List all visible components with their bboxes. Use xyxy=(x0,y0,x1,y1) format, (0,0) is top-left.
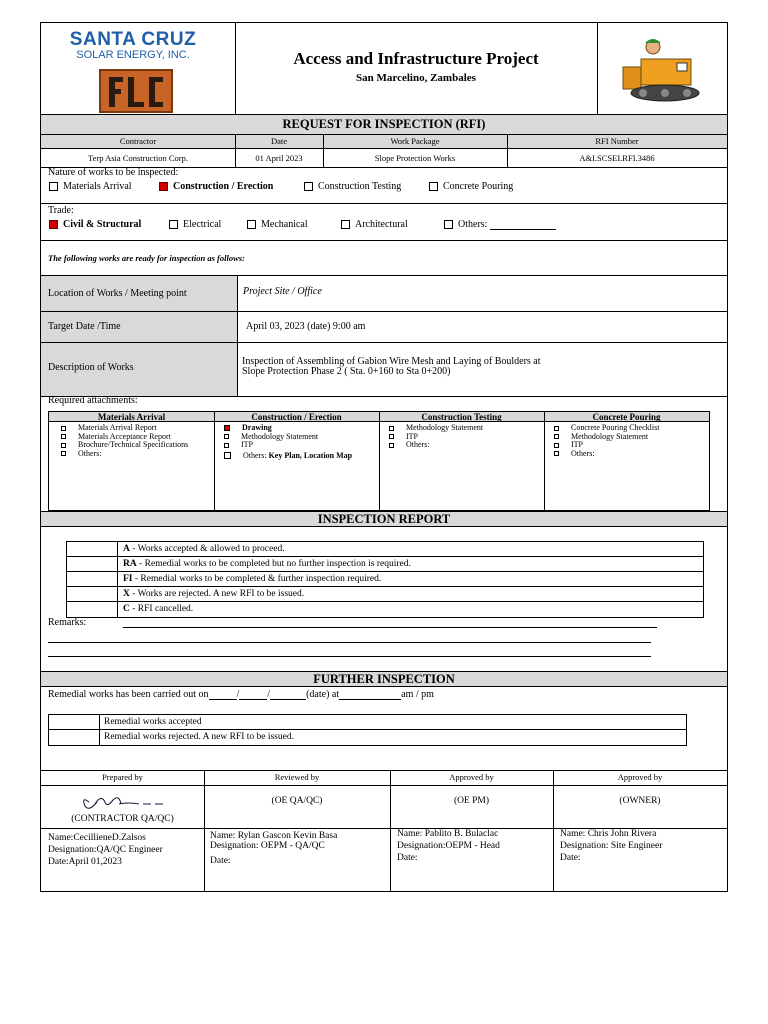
contractor-logo xyxy=(99,69,173,113)
inspection-code-row[interactable]: FI - Remedial works to be completed & further inspection required. xyxy=(67,572,703,587)
contractor-value: Terp Asia Construction Corp. xyxy=(88,153,188,163)
nature-option-materials-arrival[interactable]: Materials Arrival xyxy=(49,181,132,192)
attachment-others-value: Key Plan, Location Map xyxy=(268,450,353,460)
signature-block-reviewed xyxy=(204,770,390,892)
trade-option-architectural[interactable]: Architectural xyxy=(341,219,408,230)
remarks-label: Remarks: xyxy=(48,617,87,628)
remedial-day-field[interactable] xyxy=(209,699,237,700)
signature-block-approved-owner xyxy=(553,770,727,892)
checkbox-icon[interactable] xyxy=(429,182,438,191)
further-inspection-band xyxy=(41,671,727,687)
signature-designation: Designation:OEPM - Head xyxy=(397,841,500,851)
info-header-date: Date xyxy=(270,136,288,146)
remedial-options-table xyxy=(48,714,687,746)
inspection-code-row[interactable]: X - Works are rejected. A new RFI to be issued. xyxy=(67,587,703,602)
worker-bulldozer-illustration-icon xyxy=(615,33,707,105)
info-header-contractor: Contractor xyxy=(119,136,157,146)
info-table-header-row xyxy=(41,135,727,148)
signature-designation: Designation:QA/QC Engineer xyxy=(48,845,163,855)
signature-name: Name: Chris John Rivera xyxy=(560,829,657,839)
attachment-item[interactable]: Others: xyxy=(61,450,214,459)
inspection-code-row[interactable]: C - RFI cancelled. xyxy=(123,604,194,614)
checkbox-icon[interactable] xyxy=(554,451,559,456)
signature-role: Approved by xyxy=(449,772,494,782)
trade-others-field[interactable] xyxy=(490,229,556,230)
rfi-title: REQUEST FOR INSPECTION (RFI) xyxy=(282,117,486,131)
rfi-title-band xyxy=(41,114,727,135)
signature-designation: Designation: OEPM - QA/QC xyxy=(210,841,325,851)
checkbox-icon[interactable] xyxy=(389,443,394,448)
checkbox-icon[interactable] xyxy=(341,220,350,229)
trade-option-mechanical[interactable]: Mechanical xyxy=(247,219,308,230)
signature-org: (OE QA/QC) xyxy=(271,796,323,806)
attachment-item[interactable]: Drawing xyxy=(224,424,379,433)
checkbox-icon[interactable] xyxy=(61,434,66,439)
checkbox-icon[interactable] xyxy=(61,451,66,456)
nature-label: Nature of works to be inspected: xyxy=(48,167,179,178)
checkbox-icon[interactable] xyxy=(389,434,394,439)
remedial-statement: Remedial works has been carried out on / / (date) at am / pm xyxy=(48,689,434,700)
signature-name: Name: Pablito B. Bulaclac xyxy=(397,829,499,839)
signature-name: Name: Rylan Gascon Kevin Basa xyxy=(210,831,338,841)
attachments-col-title: Construction Testing xyxy=(421,412,502,422)
nature-options xyxy=(49,181,719,195)
description-line1: Inspection of Assembling of Gabion Wire Mesh and Laying of Boulders at xyxy=(242,356,541,367)
attachment-item[interactable]: ITP xyxy=(389,433,544,442)
remarks-line[interactable] xyxy=(123,627,657,628)
attachment-item[interactable]: Others: xyxy=(554,450,709,459)
checkbox-icon[interactable] xyxy=(554,443,559,448)
further-inspection-title: FURTHER INSPECTION xyxy=(313,672,455,686)
attachment-item[interactable]: Concrete Pouring Checklist xyxy=(554,424,709,433)
nature-option-concrete-pouring[interactable]: Concrete Pouring xyxy=(429,181,513,192)
signature-date: Date:April 01,2023 xyxy=(48,857,122,867)
attachments-col-title: Concrete Pouring xyxy=(592,412,661,422)
signature-role: Prepared by xyxy=(102,772,143,782)
remedial-option-row[interactable]: Remedial works accepted xyxy=(49,715,686,730)
checkbox-checked-icon[interactable] xyxy=(224,425,230,431)
remarks-line[interactable] xyxy=(48,642,651,643)
info-header-work-package: Work Package xyxy=(390,136,440,146)
project-title: Access and Infrastructure Project xyxy=(293,49,539,68)
checkbox-icon[interactable] xyxy=(247,220,256,229)
remedial-option-row[interactable]: Remedial works rejected. A new RFI to be issued. xyxy=(104,732,294,742)
signature-org: (OWNER) xyxy=(619,796,661,806)
info-table-value-row xyxy=(41,148,727,167)
description-label: Description of Works xyxy=(48,362,134,373)
attachment-item[interactable]: Others: xyxy=(389,441,544,450)
remedial-year-field[interactable] xyxy=(270,699,306,700)
signature-date: Date: xyxy=(210,856,231,866)
inspection-code-row[interactable]: RA - Remedial works to be completed but no further inspection is required. xyxy=(67,557,703,572)
attachments-col-concrete-pouring xyxy=(544,412,709,458)
checkbox-icon[interactable] xyxy=(389,426,394,431)
trade-option-electrical[interactable]: Electrical xyxy=(169,219,221,230)
trade-label: Trade: xyxy=(48,205,74,216)
attachments-label: Required attachments: xyxy=(48,395,138,406)
attachment-item[interactable]: Methodology Statement xyxy=(554,433,709,442)
date-value: 01 April 2023 xyxy=(255,153,303,163)
trade-options xyxy=(49,219,719,233)
attachment-item[interactable]: ITP xyxy=(224,441,379,450)
attachment-item[interactable]: Others: Key Plan, Location Map xyxy=(224,452,379,461)
trade-option-others[interactable]: Others: xyxy=(444,219,556,230)
signature-org: (OE PM) xyxy=(453,796,490,806)
checkbox-icon[interactable] xyxy=(224,452,231,459)
remarks-line[interactable] xyxy=(48,656,651,657)
location-value: Project Site / Office xyxy=(243,286,322,297)
location-label: Location of Works / Meeting point xyxy=(48,288,187,299)
attachments-col-construction-erection xyxy=(214,412,379,460)
attachment-item[interactable]: ITP xyxy=(554,441,709,450)
rfi-number-value: A&I.SCSEI.RFI.3486 xyxy=(579,153,655,163)
rfi-form xyxy=(40,22,728,892)
checkbox-icon[interactable] xyxy=(554,434,559,439)
nature-option-construction-erection[interactable]: Construction / Erection xyxy=(159,181,273,192)
attachment-item[interactable]: Methodology Statement xyxy=(224,433,379,442)
checkbox-icon[interactable] xyxy=(61,426,66,431)
remedial-month-field[interactable] xyxy=(239,699,267,700)
checkbox-icon[interactable] xyxy=(224,434,229,439)
nature-option-construction-testing[interactable]: Construction Testing xyxy=(304,181,401,192)
remedial-time-field[interactable] xyxy=(339,699,401,700)
inspection-report-band xyxy=(41,511,727,527)
attachments-col-title: Construction / Erection xyxy=(251,412,342,422)
work-package-value: Slope Protection Works xyxy=(374,153,456,163)
signature-org: (CONTRACTOR QA/QC) xyxy=(71,814,174,824)
target-date-value: April 03, 2023 (date) 9:00 am xyxy=(246,321,366,332)
description-line2: Slope Protection Phase 2 ( Sta. 0+160 to Sta 0+200) xyxy=(242,366,451,377)
signature-block-approved-oe xyxy=(390,770,553,892)
attachments-col-title: Materials Arrival xyxy=(97,412,166,422)
checkbox-icon[interactable] xyxy=(61,443,66,448)
attachments-col-materials-arrival xyxy=(49,412,214,458)
checkbox-icon[interactable] xyxy=(224,443,229,448)
signature-role: Reviewed by xyxy=(274,772,320,782)
signature-role: Approved by xyxy=(617,772,663,782)
checkbox-icon[interactable] xyxy=(554,426,559,431)
attachment-item[interactable]: Materials Arrival Report xyxy=(61,424,214,433)
checkbox-icon[interactable] xyxy=(169,220,178,229)
checkbox-icon[interactable] xyxy=(304,182,313,191)
handwritten-signature-icon xyxy=(79,792,171,812)
checkbox-checked-icon[interactable] xyxy=(159,182,168,191)
project-location: San Marcelino, Zambales xyxy=(356,72,476,84)
attachments-col-construction-testing xyxy=(379,412,544,450)
attachment-item[interactable]: Brochure/Technical Specifications xyxy=(61,441,214,450)
contractor-logo-mark-icon xyxy=(101,71,171,111)
inspection-report-title: INSPECTION REPORT xyxy=(317,512,451,526)
signature-name: Name:CecillieneD.Zalsos xyxy=(48,833,146,843)
company-name-line1: SANTA CRUZ xyxy=(69,29,197,50)
info-header-rfi-number: RFI Number xyxy=(595,136,639,146)
signature-designation: Designation: Site Engineer xyxy=(560,841,663,851)
inspection-code-row[interactable]: A - Works accepted & allowed to proceed. xyxy=(67,542,703,557)
signature-block-prepared xyxy=(41,770,204,892)
signature-date: Date: xyxy=(397,853,418,863)
checkbox-checked-icon[interactable] xyxy=(49,220,58,229)
checkbox-icon[interactable] xyxy=(49,182,58,191)
inspection-codes-table xyxy=(66,541,704,618)
signature-date: Date: xyxy=(560,853,581,863)
target-date-label: Target Date /Time xyxy=(48,321,121,332)
attachment-item[interactable]: Materials Acceptance Report xyxy=(61,433,214,442)
checkbox-icon[interactable] xyxy=(444,220,453,229)
attachments-table xyxy=(48,411,710,511)
trade-option-civil-structural[interactable]: Civil & Structural xyxy=(49,219,141,230)
company-name-line2: SOLAR ENERGY, INC. xyxy=(76,49,190,61)
ready-statement: The following works are ready for inspection as follows: xyxy=(48,253,245,263)
attachment-item[interactable]: Methodology Statement xyxy=(389,424,544,433)
